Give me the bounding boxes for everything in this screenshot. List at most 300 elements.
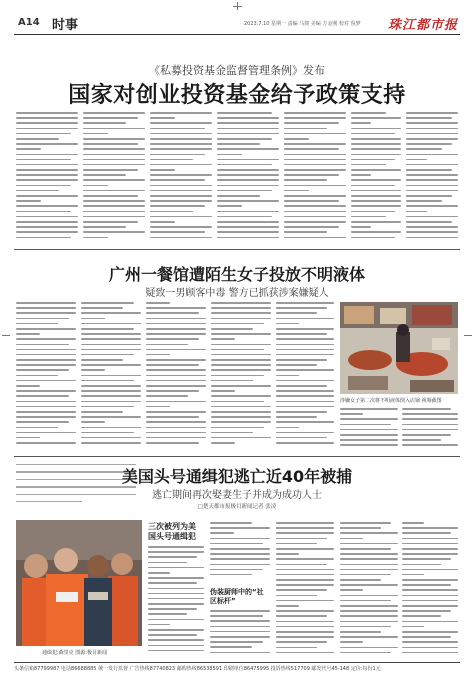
body-text-line <box>16 164 78 166</box>
body-text-line <box>148 608 197 610</box>
body-text-line <box>402 413 458 415</box>
body-text-line <box>150 148 212 150</box>
body-text-line <box>340 429 398 431</box>
body-text-line <box>406 231 458 233</box>
story2-column-5 <box>276 302 334 452</box>
body-text-line <box>340 569 398 571</box>
body-text-line <box>148 572 170 574</box>
body-text-line <box>16 344 69 346</box>
body-text-line <box>340 595 398 597</box>
body-text-line <box>16 237 71 239</box>
body-text-line <box>83 128 145 130</box>
body-text-line <box>83 174 126 176</box>
page-header <box>14 12 460 35</box>
body-text-line <box>146 333 206 335</box>
body-text-line <box>211 411 271 413</box>
body-text-line <box>276 574 334 576</box>
body-text-line <box>210 522 252 524</box>
body-text-line <box>16 200 41 202</box>
box-title-line-1: 三次被列为美 <box>148 522 196 531</box>
body-text-line <box>146 318 206 320</box>
body-text-line <box>210 641 263 643</box>
crop-mark-right <box>464 335 472 336</box>
body-text-line <box>340 584 398 586</box>
body-text-line <box>148 634 197 636</box>
body-text-line <box>284 205 346 207</box>
story2-subhead: 疑致一男顾客中毒 警方已抓获涉案嫌疑人 <box>145 288 329 299</box>
body-text-line <box>148 613 187 615</box>
body-text-line <box>276 543 317 545</box>
body-text-line <box>83 226 126 228</box>
body-text-line <box>210 615 263 617</box>
body-text-line <box>276 333 327 335</box>
body-text-line <box>351 231 401 233</box>
body-text-line <box>351 190 401 192</box>
body-text-line <box>351 216 386 218</box>
body-text-line <box>16 380 76 382</box>
body-text-line <box>210 532 234 534</box>
body-text-line <box>16 216 78 218</box>
body-text-line <box>276 390 334 392</box>
body-text-line <box>16 221 78 223</box>
body-text-line <box>16 364 76 366</box>
body-text-line <box>150 226 212 228</box>
body-text-line <box>351 112 386 114</box>
story2-headline: 广州一餐馆遭陌生女子投放不明液体 <box>108 265 365 284</box>
body-text-line <box>276 569 334 571</box>
body-text-line <box>276 302 334 304</box>
body-text-line <box>16 231 78 233</box>
body-text-line <box>276 538 327 540</box>
body-text-line <box>284 216 346 218</box>
body-text-line <box>284 112 346 114</box>
body-text-line <box>16 359 76 361</box>
body-text-line <box>276 338 334 340</box>
crop-mark-top-h <box>233 6 242 7</box>
story2-column-3 <box>146 302 206 452</box>
body-text-line <box>340 418 398 420</box>
body-text-line <box>217 117 279 119</box>
body-text-line <box>146 307 206 309</box>
body-text-line <box>340 621 398 623</box>
body-text-line <box>81 323 141 325</box>
body-text-line <box>340 558 398 560</box>
body-text-line <box>211 432 253 434</box>
body-text-line <box>340 532 398 534</box>
body-text-line <box>406 226 458 228</box>
story1-column-7 <box>406 112 458 244</box>
body-text-line <box>16 354 76 356</box>
body-text-line <box>150 133 212 135</box>
body-text-line <box>16 307 76 309</box>
body-text-line <box>150 169 175 171</box>
body-text-line <box>340 589 363 591</box>
body-text-line <box>81 421 105 423</box>
body-text-line <box>340 574 391 576</box>
body-text-line <box>402 626 424 628</box>
body-text-line <box>83 185 108 187</box>
body-text-line <box>284 138 309 140</box>
body-text-line <box>351 200 401 202</box>
body-text-line <box>406 221 452 223</box>
body-text-line <box>210 548 270 550</box>
body-text-line <box>402 522 424 524</box>
body-text-line <box>148 556 197 558</box>
body-text-line <box>146 427 206 429</box>
body-text-line <box>211 401 264 403</box>
story1-column-5 <box>284 112 346 244</box>
body-text-line <box>402 408 451 410</box>
body-text-line <box>351 211 395 213</box>
body-text-line <box>276 558 334 560</box>
body-text-line <box>351 143 401 145</box>
body-text-line <box>402 600 458 602</box>
body-text-line <box>146 390 199 392</box>
restaurant-photo <box>340 302 458 394</box>
body-text-line <box>217 133 279 135</box>
body-text-line <box>340 641 363 643</box>
body-text-line <box>16 338 76 340</box>
divider-2 <box>14 456 460 457</box>
body-text-line <box>340 610 398 612</box>
body-text-line <box>150 112 212 114</box>
body-text-line <box>351 138 401 140</box>
section-title: 时事 <box>52 18 79 33</box>
body-text-line <box>81 369 105 371</box>
body-text-line <box>351 237 395 239</box>
body-text-line <box>16 226 78 228</box>
body-text-line <box>284 169 346 171</box>
body-text-line <box>217 154 242 156</box>
body-text-line <box>276 437 327 439</box>
body-text-line <box>210 558 270 560</box>
body-text-line <box>351 179 401 181</box>
body-text-line <box>16 318 69 320</box>
body-text-line <box>406 112 458 114</box>
body-text-line <box>83 190 145 192</box>
body-text-line <box>276 364 317 366</box>
page-number: A14 <box>18 17 40 28</box>
body-text-line <box>150 179 205 181</box>
body-text-line <box>148 567 204 569</box>
body-text-line <box>83 231 145 233</box>
body-text-line <box>210 543 263 545</box>
body-text-line <box>217 159 279 161</box>
body-text-line <box>16 112 78 114</box>
body-text-line <box>406 190 458 192</box>
body-text-line <box>351 128 401 130</box>
body-text-line <box>210 620 270 622</box>
body-text-line <box>402 538 458 540</box>
body-text-line <box>217 200 279 202</box>
body-text-line <box>276 527 334 529</box>
body-text-line <box>148 645 204 647</box>
body-text-line <box>276 416 317 418</box>
body-text-line <box>351 154 401 156</box>
body-text-line <box>276 621 334 623</box>
body-text-line <box>16 190 59 192</box>
body-text-line <box>146 375 206 377</box>
body-text-line <box>81 307 123 309</box>
crop-mark-left <box>2 335 10 336</box>
body-text-line <box>146 328 206 330</box>
body-text-line <box>284 159 346 161</box>
body-text-line <box>284 179 327 181</box>
body-text-line <box>351 226 371 228</box>
body-text-line <box>284 154 346 156</box>
body-text-line <box>284 117 346 119</box>
body-text-line <box>284 200 339 202</box>
body-text-line <box>148 546 204 548</box>
issue-info: 2023.7.10 星期一 责编 马骏 美编 方金刚 校对 倪梦 <box>244 21 361 27</box>
body-text-line <box>211 427 264 429</box>
body-text-line <box>16 369 69 371</box>
body-text-line <box>83 179 145 181</box>
body-text-line <box>16 328 76 330</box>
body-text-line <box>217 169 279 171</box>
body-text-line <box>150 159 193 161</box>
body-text-line <box>83 154 145 156</box>
body-text-line <box>148 598 204 600</box>
body-text-line <box>217 112 272 114</box>
story3-column-4 <box>340 522 398 658</box>
body-text-line <box>148 639 204 641</box>
body-text-line <box>16 117 78 119</box>
body-text-line <box>284 174 339 176</box>
body-text-line <box>146 395 188 397</box>
body-text-line <box>211 328 253 330</box>
body-text-line <box>406 211 427 213</box>
body-text-line <box>284 133 346 135</box>
body-text-line <box>211 349 264 351</box>
body-text-line <box>16 323 58 325</box>
body-text-line <box>276 395 334 397</box>
body-text-line <box>81 416 141 418</box>
story2-photo-caption: 涉嫌女子第二次将不明液体倒入店锅 视频截图 <box>340 398 442 404</box>
body-text-line <box>146 323 206 325</box>
body-text-line <box>148 603 204 605</box>
body-text-line <box>81 312 141 314</box>
body-text-line <box>146 344 188 346</box>
body-text-line <box>81 432 134 434</box>
story3-column-5 <box>402 522 458 658</box>
box-title-line-2: 国头号通缉犯 <box>148 532 196 541</box>
body-text-line <box>276 380 334 382</box>
body-text-line <box>16 159 71 161</box>
story3-headline: 美国头号通缉犯逃亡近40年被捕 <box>121 467 353 486</box>
body-text-line <box>276 406 334 408</box>
body-text-line <box>406 148 442 150</box>
body-text-line <box>276 636 334 638</box>
body-text-line <box>402 418 458 420</box>
body-text-line <box>146 349 206 351</box>
body-text-line <box>146 442 199 444</box>
body-text-line <box>402 652 458 654</box>
body-text-line <box>217 143 260 145</box>
body-text-line <box>276 307 327 309</box>
page-footer: 头条信箱87799987 电话86688885 统一发行监督 广告热线87740823 邮购热线86538591 印刷单位86475995 投诉热线517709 邮发代号45-148 定价:每份1元 <box>14 662 460 675</box>
body-text-line <box>284 211 346 213</box>
body-text-line <box>81 427 141 429</box>
body-text-line <box>81 406 134 408</box>
story2-column-1 <box>16 302 76 452</box>
story1-kicker: 《私募投资基金监督管理条例》发布 <box>149 64 325 77</box>
body-text-line <box>340 548 391 550</box>
body-text-line <box>146 380 206 382</box>
body-text-line <box>402 558 451 560</box>
body-text-line <box>211 406 271 408</box>
body-text-line <box>83 164 145 166</box>
body-text-line <box>81 437 141 439</box>
body-text-line <box>402 532 451 534</box>
body-text-line <box>217 226 279 228</box>
body-text-line <box>81 390 141 392</box>
body-text-line <box>340 615 398 617</box>
body-text-line <box>351 159 395 161</box>
body-text-line <box>16 406 76 408</box>
body-text-line <box>340 444 398 446</box>
body-text-line <box>211 307 271 309</box>
body-text-line <box>211 421 271 423</box>
body-text-line <box>406 179 458 181</box>
body-text-line <box>402 553 458 555</box>
body-text-line <box>406 154 458 156</box>
body-text-line <box>284 128 327 130</box>
body-text-line <box>402 548 458 550</box>
body-text-line <box>276 615 327 617</box>
body-text-line <box>150 185 212 187</box>
body-text-line <box>340 652 391 654</box>
body-text-line <box>402 424 458 426</box>
body-text-line <box>148 582 197 584</box>
body-text-line <box>402 569 458 571</box>
body-text-line <box>284 122 339 124</box>
body-text-line <box>276 328 334 330</box>
body-text-line <box>402 595 458 597</box>
body-text-line <box>284 195 346 197</box>
newspaper-page <box>14 12 460 672</box>
body-text-line <box>276 589 327 591</box>
body-text-line <box>211 390 235 392</box>
body-text-line <box>217 122 279 124</box>
body-text-line <box>146 411 206 413</box>
body-text-line <box>402 574 424 576</box>
body-text-line <box>211 369 271 371</box>
body-text-line <box>146 338 199 340</box>
body-text-line <box>16 427 58 429</box>
body-text-line <box>276 369 334 371</box>
body-text-line <box>276 631 334 633</box>
body-text-line <box>340 564 398 566</box>
body-text-line <box>81 385 141 387</box>
body-text-line <box>83 205 145 207</box>
body-text-line <box>150 216 212 218</box>
body-text-line <box>276 401 334 403</box>
body-text-line <box>217 179 279 181</box>
body-text-line <box>83 112 145 114</box>
body-text-line <box>83 143 138 145</box>
body-text-line <box>146 369 206 371</box>
body-text-line <box>81 354 134 356</box>
body-text-line <box>402 605 458 607</box>
body-text-line <box>81 328 134 330</box>
body-text-line <box>406 174 458 176</box>
story3-column-1 <box>148 546 204 658</box>
body-text-line <box>211 333 271 335</box>
body-text-line <box>211 437 271 439</box>
body-text-line <box>81 395 141 397</box>
body-text-line <box>148 593 204 595</box>
body-text-line <box>150 174 212 176</box>
body-text-line <box>150 154 205 156</box>
body-text-line <box>146 432 206 434</box>
body-text-line <box>210 652 270 654</box>
body-text-line <box>16 128 78 130</box>
body-text-line <box>402 527 458 529</box>
body-text-line <box>146 302 170 304</box>
body-text-line <box>16 143 78 145</box>
body-text-line <box>211 364 271 366</box>
body-text-line <box>146 406 170 408</box>
body-text-line <box>211 312 271 314</box>
body-text-line <box>276 652 334 654</box>
body-text-line <box>217 128 279 130</box>
body-text-line <box>351 195 401 197</box>
body-text-line <box>150 221 175 223</box>
body-text-line <box>148 629 204 631</box>
body-text-line <box>211 323 264 325</box>
story2-column-6 <box>340 408 398 452</box>
body-text-line <box>402 543 458 545</box>
story3-box-title <box>148 522 196 542</box>
body-text-line <box>402 615 441 617</box>
body-text-line <box>402 647 458 649</box>
body-text-line <box>340 600 391 602</box>
body-text-line <box>16 333 40 335</box>
body-text-line <box>146 359 206 361</box>
body-text-line <box>16 349 76 351</box>
body-text-line <box>81 364 141 366</box>
body-text-line <box>340 579 381 581</box>
body-text-line <box>210 646 252 648</box>
body-text-line <box>276 641 327 643</box>
body-text-line <box>16 437 40 439</box>
body-text-line <box>276 442 334 444</box>
body-text-line <box>340 647 398 649</box>
body-text-line <box>351 169 401 171</box>
body-text-line <box>211 442 235 444</box>
body-text-line <box>402 636 451 638</box>
body-text-line <box>16 185 71 187</box>
body-text-line <box>340 527 381 529</box>
body-text-line <box>276 605 299 607</box>
body-text-line <box>83 148 145 150</box>
body-text-line <box>276 349 334 351</box>
story3-box-subtitle <box>210 588 264 606</box>
body-text-line <box>406 117 452 119</box>
body-text-line <box>217 138 272 140</box>
body-text-line <box>276 584 334 586</box>
body-text-line <box>16 390 76 392</box>
body-text-line <box>402 439 441 441</box>
body-text-line <box>276 354 334 356</box>
body-text-line <box>406 138 458 140</box>
body-text-line <box>150 143 212 145</box>
body-text-line <box>402 589 458 591</box>
body-text-line <box>83 159 145 161</box>
body-text-line <box>211 380 253 382</box>
body-text-line <box>276 421 334 423</box>
